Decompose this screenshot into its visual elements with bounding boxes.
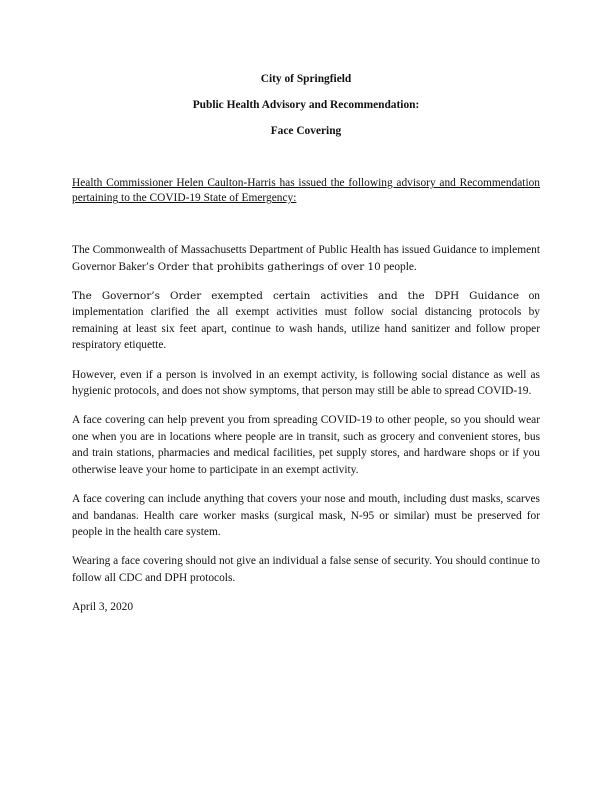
paragraph-where-to-wear: A face covering can help prevent you from spreading COVID-19 to other people, so you should wear one when you are in locations where people are in transit, such as grocery and convenient stores, bus and train stations, pharmacies and medical facilities, pet supply stores, and hardware shops or if you otherwise leave your home to participate in an exempt activity. bbox=[72, 414, 540, 477]
paragraph-exemptions-tail: on implementation clarified the all exempt activities must follow social distancing protocols by remaining at least six feet apart, continue to wash hands, utilize hand sanitizer and follow proper respiratory etiquette. bbox=[72, 289, 540, 352]
advisory-subject: Face Covering bbox=[270, 125, 342, 137]
paragraph-spread-risk: However, even if a person is involved in an exempt activity, is following social distance as well as hygienic protocols, and does not show symptoms, that person may still be able to spread COVID-19. bbox=[72, 368, 540, 398]
paragraph-guidance bbox=[72, 242, 540, 275]
paragraph-what-counts: A face covering can include anything that covers your nose and mouth, including dust masks, scarves and bandanas. Health care worker masks (surgical mask, N-95 or similar) must be preserved for people in the health care system. bbox=[72, 493, 540, 539]
paragraph-exemptions-lead: The Governor’s Order exempted certain activities and the DPH Guidance bbox=[72, 289, 519, 302]
advisory-title: Public Health Advisory and Recommendation: bbox=[192, 99, 420, 111]
paragraph-exemptions bbox=[72, 288, 540, 354]
paragraph-guidance-tail: people. bbox=[380, 260, 417, 273]
paragraph-guidance-lead: The Commonwealth of Massachusetts Department of Public Health has issued Guidance to implement Governor Baker bbox=[72, 244, 540, 273]
advisory-body bbox=[72, 242, 540, 599]
paragraph-false-security: Wearing a face covering should not give an individual a false sense of security. You should continue to follow all CDC and DPH protocols. bbox=[72, 555, 540, 584]
paragraph-guidance-order: ’s Order that prohibits gatherings of over 10 bbox=[145, 260, 381, 273]
intro-statement: Health Commissioner Helen Caulton-Harris has issued the following advisory and Recommendation pertaining to the COVID-19 State of Emergency: bbox=[72, 177, 540, 205]
issue-date: April 3, 2020 bbox=[72, 601, 134, 613]
city-heading: City of Springfield bbox=[260, 73, 352, 85]
